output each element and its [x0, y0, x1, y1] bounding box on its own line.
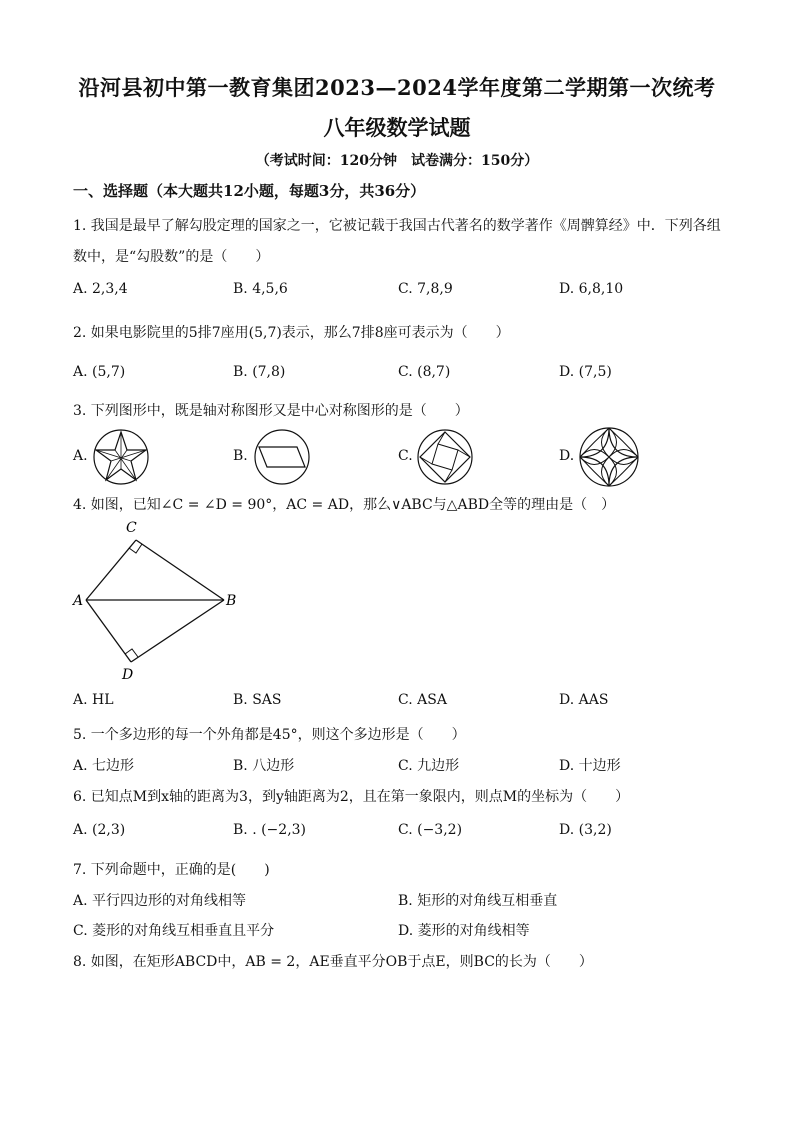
q4-label-d: D — [122, 667, 134, 683]
q6-option-a: A. (2,3) — [73, 822, 126, 838]
q2-option-a: A. (5,7) — [73, 364, 126, 380]
q1-option-d: D. 6,8,10 — [559, 281, 624, 297]
q4-option-c: C. ASA — [398, 692, 447, 708]
q3-option-b: B. — [233, 448, 248, 464]
q4-label-a: A — [73, 593, 84, 609]
q7-option-d: D. 菱形的对角线相等 — [398, 923, 530, 939]
q7-option-b: B. 矩形的对角线互相垂直 — [398, 893, 558, 909]
q3-figure-star-in-circle — [92, 428, 150, 486]
q6-option-c: C. (−3,2) — [398, 822, 463, 838]
q1-stem-line2: 数中，是“勾股数”的是（ ） — [73, 249, 270, 265]
exam-info: （考试时间：120分钟 试卷满分：150分） — [255, 153, 539, 169]
q1-option-b: B. 4,5,6 — [233, 281, 288, 297]
q4-label-b: B — [226, 593, 237, 609]
q4-option-a: A. HL — [73, 692, 114, 708]
q3-figure-square-pinwheel-in-circle — [416, 428, 474, 486]
q3-figure-parallelogram-in-circle — [253, 428, 311, 486]
q7-option-c: C. 菱形的对角线互相垂直且平分 — [73, 923, 275, 939]
q3-stem: 3. 下列图形中，既是轴对称图形又是中心对称图形的是（ ） — [73, 403, 469, 419]
q4-figure-quadrilateral — [72, 518, 242, 683]
q4-label-c: C — [126, 520, 137, 536]
q6-stem: 6. 已知点M到x轴的距离为3，到y轴距离为2，且在第一象限内，则点M的坐标为（ ） — [73, 789, 630, 805]
q5-stem: 5. 一个多边形的每一个外角都是45°，则这个多边形是（ ） — [73, 727, 466, 743]
q5-option-b: B. 八边形 — [233, 758, 295, 774]
q7-option-a: A. 平行四边形的对角线相等 — [73, 893, 247, 909]
q4-stem: 4. 如图，已知∠C = ∠D = 90°，AC = AD，那么∨ABC与△ABD全等的理由是（ ） — [73, 497, 616, 513]
q8-stem: 8. 如图，在矩形ABCD中，AB = 2，AE垂直平分OB于点E，则BC的长为（ ） — [73, 954, 593, 970]
q5-option-a: A. 七边形 — [73, 758, 135, 774]
q3-figure-petals-in-circle — [578, 426, 640, 488]
q4-option-d: D. AAS — [559, 692, 609, 708]
q2-option-d: D. (7,5) — [559, 364, 612, 380]
q3-option-a: A. — [73, 448, 88, 464]
q2-option-b: B. (7,8) — [233, 364, 286, 380]
q6-option-b: B. . (−2,3) — [233, 822, 307, 838]
q5-option-c: C. 九边形 — [398, 758, 460, 774]
exam-title-line2: 八年级数学试题 — [323, 115, 471, 140]
q3-option-c: C. — [398, 448, 413, 464]
q1-stem-line1: 1. 我国是最早了解勾股定理的国家之一，它被记载于我国古代著名的数学著作《周髀算经》中．下列各组 — [73, 218, 721, 234]
q6-option-d: D. (3,2) — [559, 822, 612, 838]
q3-option-d: D. — [559, 448, 575, 464]
exam-title-line1: 沿河县初中第一教育集团2023—2024学年度第二学期第一次统考 — [78, 75, 716, 100]
q2-option-c: C. (8,7) — [398, 364, 451, 380]
q1-option-a: A. 2,3,4 — [73, 281, 128, 297]
q1-option-c: C. 7,8,9 — [398, 281, 453, 297]
q5-option-d: D. 十边形 — [559, 758, 621, 774]
q4-option-b: B. SAS — [233, 692, 282, 708]
section-heading: 一、选择题（本大题共12小题，每题3分，共36分） — [73, 182, 426, 200]
q7-stem: 7. 下列命题中，正确的是( ) — [73, 862, 270, 878]
q2-stem: 2. 如果电影院里的5排7座用(5,7)表示，那么7排8座可表示为（ ） — [73, 325, 510, 341]
